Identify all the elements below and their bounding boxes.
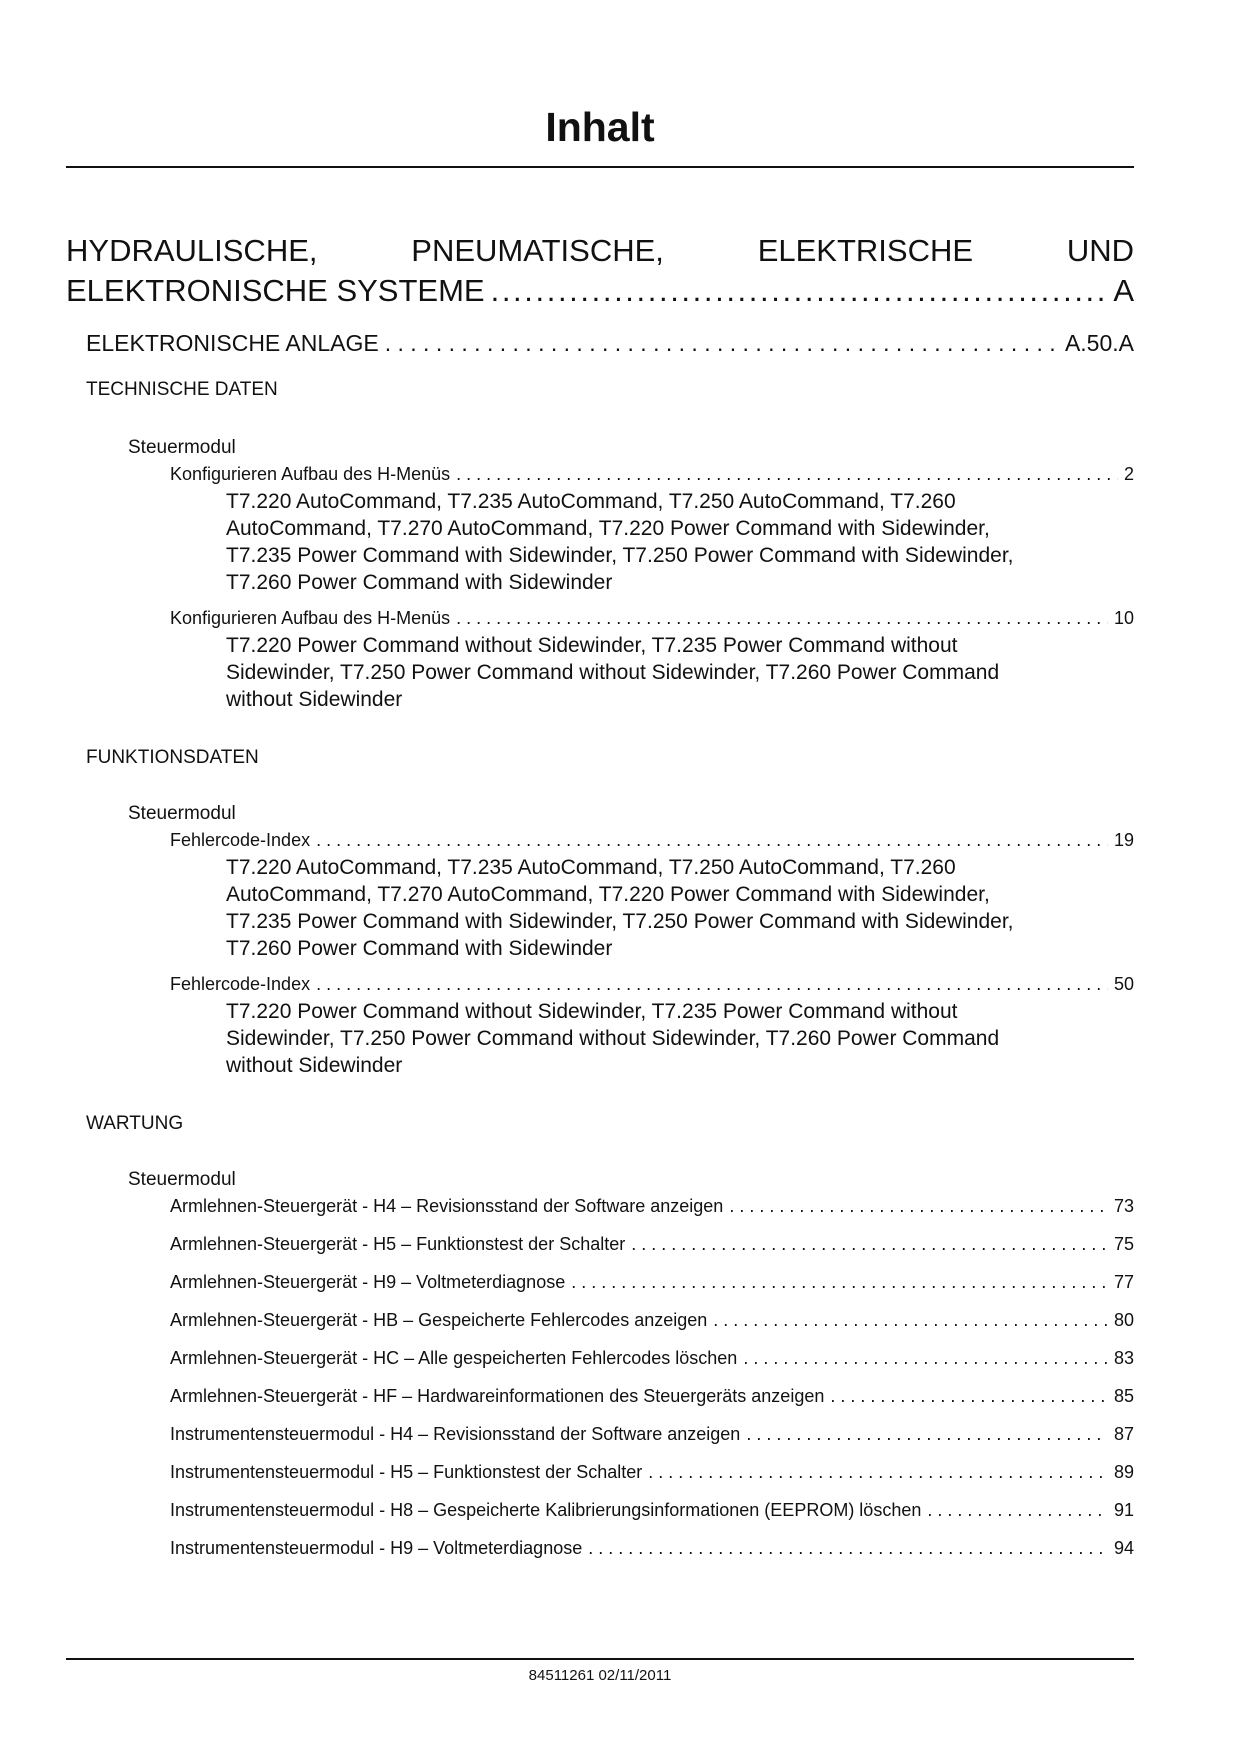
entry-title: Armlehnen-Steuergerät - H5 – Funktionstest der Schalter bbox=[170, 1234, 626, 1254]
entry-title: Instrumentensteuermodul - H9 – Voltmeterdiagnose bbox=[170, 1538, 583, 1558]
dot-leader bbox=[316, 972, 1108, 996]
section-entry[interactable] bbox=[86, 328, 1134, 358]
entry-page: 50 bbox=[1113, 974, 1134, 994]
footer-doc-code: 84511261 02/11/2011 bbox=[528, 1667, 672, 1684]
category-heading: WARTUNG bbox=[86, 1113, 184, 1134]
dot-leader bbox=[456, 606, 1108, 630]
entry-page: 87 bbox=[1113, 1424, 1134, 1444]
group-heading: Steuermodul bbox=[128, 803, 236, 824]
toc-entry[interactable] bbox=[170, 1536, 1134, 1560]
toc-entry[interactable] bbox=[170, 1232, 1134, 1256]
section-code: A.50.A bbox=[1064, 330, 1134, 356]
dot-leader bbox=[648, 1460, 1108, 1484]
toc-entry[interactable] bbox=[170, 1194, 1134, 1218]
entry-page: 89 bbox=[1113, 1462, 1134, 1482]
toc-entry[interactable] bbox=[170, 1498, 1134, 1522]
model-line: without Sidewinder bbox=[226, 1054, 403, 1077]
entry-page: 10 bbox=[1113, 608, 1134, 628]
dot-leader bbox=[588, 1536, 1108, 1560]
title-rule bbox=[66, 166, 1134, 168]
entry-page: 73 bbox=[1113, 1196, 1134, 1216]
model-list bbox=[226, 998, 1126, 1079]
dot-leader bbox=[491, 272, 1108, 310]
model-line: T7.260 Power Command with Sidewinder bbox=[226, 571, 613, 594]
page-title: Inhalt bbox=[545, 104, 655, 150]
model-line: Sidewinder, T7.250 Power Command without Sidewinder, T7.260 Power Command bbox=[226, 1027, 1000, 1050]
group-heading: Steuermodul bbox=[128, 1169, 236, 1190]
toc-entry[interactable] bbox=[170, 1346, 1134, 1370]
entry-title: Armlehnen-Steuergerät - H9 – Voltmeterdiagnose bbox=[170, 1272, 566, 1292]
model-line: T7.220 Power Command without Sidewinder, T7.235 Power Command without bbox=[226, 634, 958, 657]
dot-leader bbox=[385, 328, 1059, 358]
entry-page: 2 bbox=[1123, 464, 1134, 484]
entry-page: 80 bbox=[1113, 1310, 1134, 1330]
toc-entry[interactable] bbox=[170, 1308, 1134, 1332]
entry-title: Konfigurieren Aufbau des H-Menüs bbox=[170, 608, 451, 628]
entry-page: 83 bbox=[1113, 1348, 1134, 1368]
chapter-word: UND bbox=[1066, 233, 1134, 268]
category-heading: TECHNISCHE DATEN bbox=[86, 379, 278, 400]
toc-entry[interactable] bbox=[170, 828, 1134, 852]
dot-leader bbox=[729, 1194, 1108, 1218]
model-line: T7.235 Power Command with Sidewinder, T7.250 Power Command with Sidewinder, bbox=[226, 910, 1014, 933]
chapter-word: ELEKTRISCHE bbox=[757, 233, 974, 268]
toc-entry[interactable] bbox=[170, 972, 1134, 996]
entry-title: Fehlercode-Index bbox=[170, 830, 311, 850]
entry-title: Instrumentensteuermodul - H8 – Gespeicherte Kalibrierungsinformationen (EEPROM) löschen bbox=[170, 1500, 922, 1520]
chapter-entry[interactable] bbox=[66, 272, 1134, 310]
toc-entry[interactable] bbox=[170, 1270, 1134, 1294]
entry-title: Armlehnen-Steuergerät - HF – Hardwareinformationen des Steuergeräts anzeigen bbox=[170, 1386, 825, 1406]
model-line: T7.260 Power Command with Sidewinder bbox=[226, 937, 613, 960]
dot-leader bbox=[743, 1346, 1108, 1370]
category-heading: FUNKTIONSDATEN bbox=[86, 747, 259, 768]
entry-title: Armlehnen-Steuergerät - HB – Gespeicherte Fehlercodes anzeigen bbox=[170, 1310, 708, 1330]
dot-leader bbox=[713, 1308, 1108, 1332]
chapter-code: A bbox=[1113, 273, 1134, 308]
model-line: T7.235 Power Command with Sidewinder, T7.250 Power Command with Sidewinder, bbox=[226, 544, 1014, 567]
entry-title: Armlehnen-Steuergerät - H4 – Revisionsstand der Software anzeigen bbox=[170, 1196, 724, 1216]
toc-entry[interactable] bbox=[170, 462, 1134, 486]
entry-title: Armlehnen-Steuergerät - HC – Alle gespeicherten Fehlercodes löschen bbox=[170, 1348, 738, 1368]
group-heading: Steuermodul bbox=[128, 437, 236, 458]
entry-page: 75 bbox=[1113, 1234, 1134, 1254]
entry-title: Instrumentensteuermodul - H4 – Revisionsstand der Software anzeigen bbox=[170, 1424, 741, 1444]
entry-page: 85 bbox=[1113, 1386, 1134, 1406]
model-line: AutoCommand, T7.270 AutoCommand, T7.220 Power Command with Sidewinder, bbox=[226, 517, 990, 540]
entry-page: 91 bbox=[1113, 1500, 1134, 1520]
model-line: without Sidewinder bbox=[226, 688, 403, 711]
dot-leader bbox=[927, 1498, 1108, 1522]
chapter-title: ELEKTRONISCHE SYSTEME bbox=[66, 273, 485, 308]
toc-entry[interactable] bbox=[170, 1422, 1134, 1446]
section-title: ELEKTRONISCHE ANLAGE bbox=[86, 330, 379, 356]
chapter-word: HYDRAULISCHE, bbox=[66, 233, 318, 268]
toc-entry[interactable] bbox=[170, 606, 1134, 630]
toc-entry[interactable] bbox=[170, 1384, 1134, 1408]
entry-page: 77 bbox=[1113, 1272, 1134, 1292]
footer-rule bbox=[66, 1658, 1134, 1660]
model-line: Sidewinder, T7.250 Power Command without Sidewinder, T7.260 Power Command bbox=[226, 661, 1000, 684]
entry-title: Instrumentensteuermodul - H5 – Funktionstest der Schalter bbox=[170, 1462, 643, 1482]
model-list bbox=[226, 632, 1126, 713]
dot-leader bbox=[830, 1384, 1108, 1408]
entry-title: Fehlercode-Index bbox=[170, 974, 311, 994]
dot-leader bbox=[571, 1270, 1108, 1294]
dot-leader bbox=[746, 1422, 1108, 1446]
dot-leader bbox=[316, 828, 1108, 852]
model-list bbox=[226, 488, 1126, 596]
model-line: T7.220 AutoCommand, T7.235 AutoCommand, T7.250 AutoCommand, T7.260 bbox=[226, 490, 956, 513]
chapter-heading-line1 bbox=[66, 232, 1134, 270]
dot-leader bbox=[631, 1232, 1108, 1256]
entry-page: 94 bbox=[1113, 1538, 1134, 1558]
model-line: T7.220 AutoCommand, T7.235 AutoCommand, T7.250 AutoCommand, T7.260 bbox=[226, 856, 956, 879]
chapter-word: PNEUMATISCHE, bbox=[411, 233, 664, 268]
model-list bbox=[226, 854, 1126, 962]
dot-leader bbox=[456, 462, 1118, 486]
entry-page: 19 bbox=[1113, 830, 1134, 850]
model-line: AutoCommand, T7.270 AutoCommand, T7.220 Power Command with Sidewinder, bbox=[226, 883, 990, 906]
entry-title: Konfigurieren Aufbau des H-Menüs bbox=[170, 464, 451, 484]
model-line: T7.220 Power Command without Sidewinder, T7.235 Power Command without bbox=[226, 1000, 958, 1023]
toc-entry[interactable] bbox=[170, 1460, 1134, 1484]
